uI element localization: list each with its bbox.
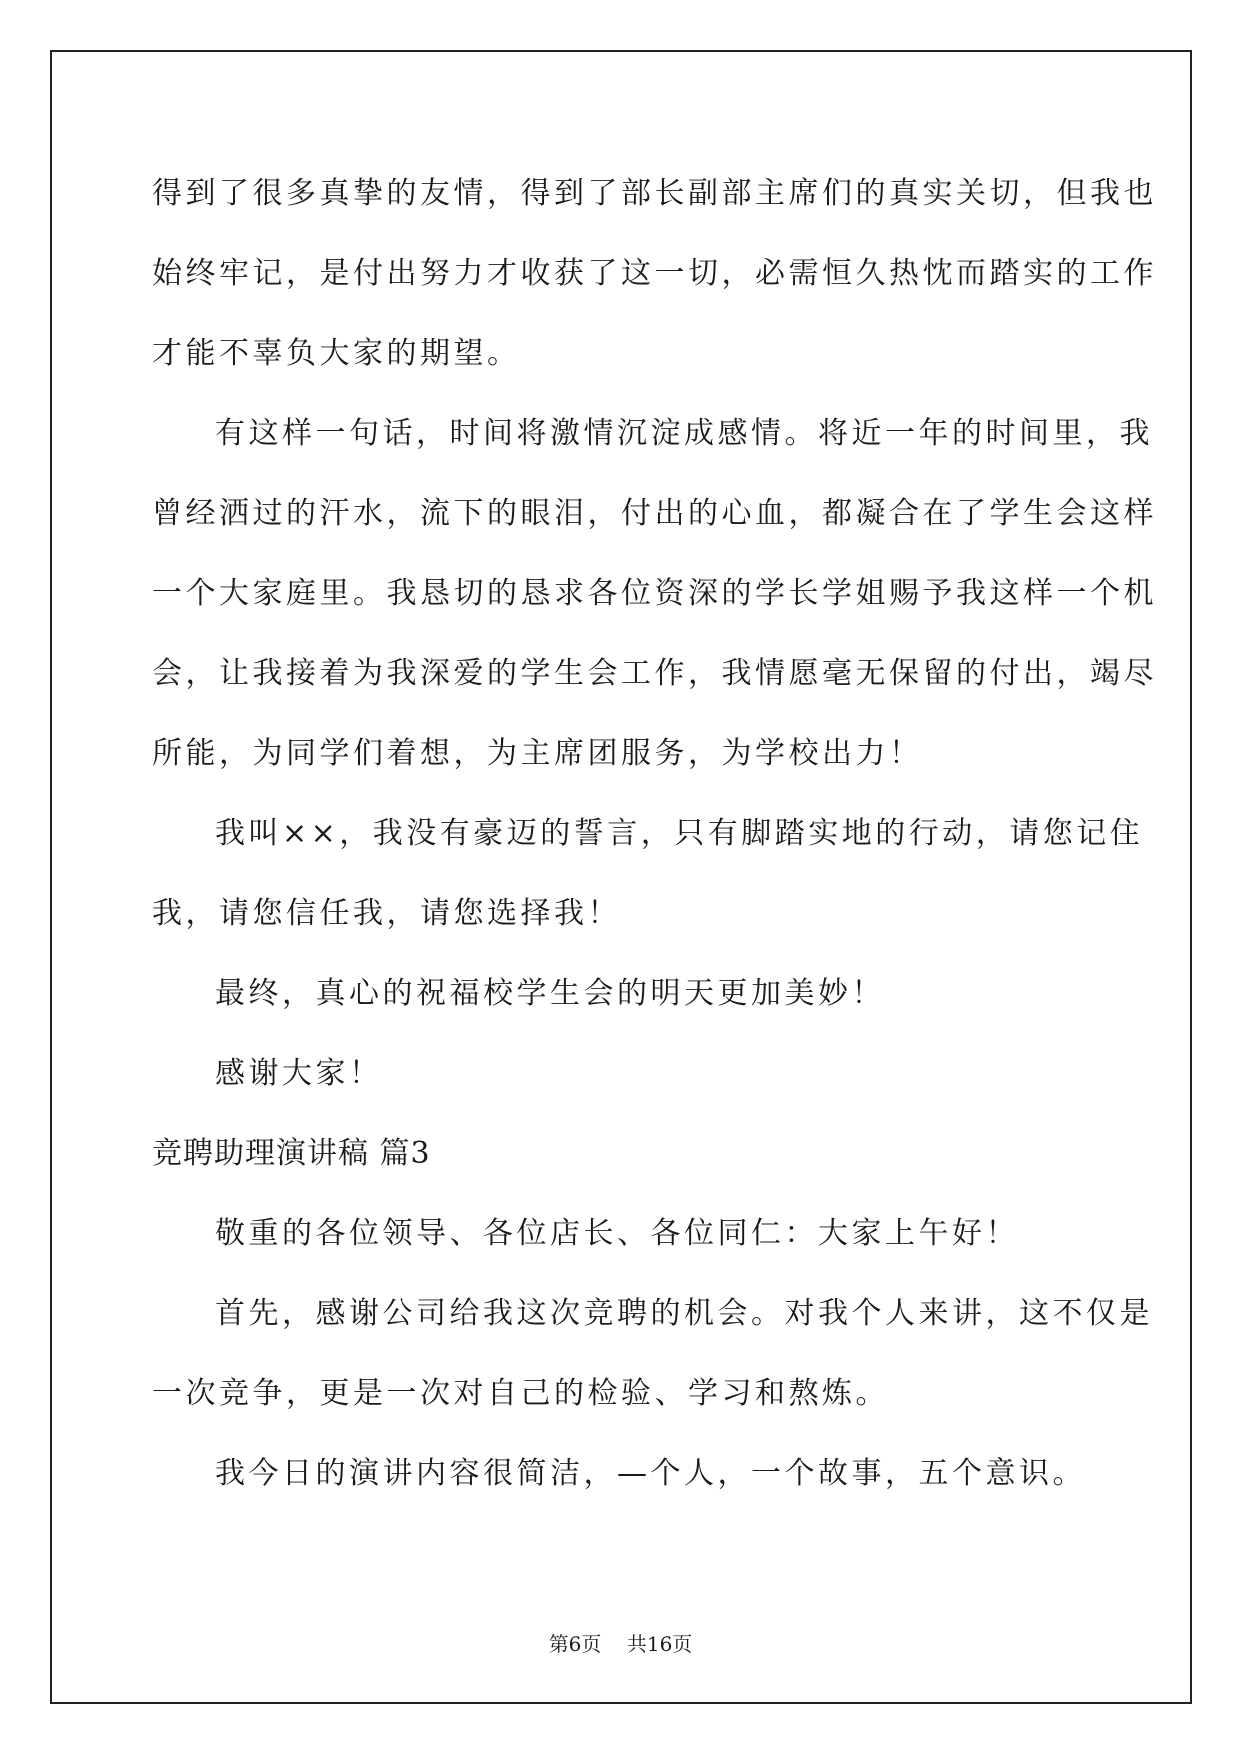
paragraph-line: 会，让我接着为我深爱的学生会工作，我情愿毫无保留的付出，竭尽	[152, 656, 1157, 691]
paragraph-line: 感谢大家！	[215, 1056, 383, 1091]
paragraph-line: 才能不辜负大家的期望。	[152, 336, 521, 371]
paragraph-line: 首先，感谢公司给我这次竞聘的机会。对我个人来讲，这不仅是	[215, 1296, 1153, 1331]
paragraph-line: 我今日的演讲内容很简洁，—个人，一个故事，五个意识。	[215, 1456, 1086, 1491]
paragraph-line: 一个大家庭里。我恳切的恳求各位资深的学长学姐赐予我这样一个机	[152, 576, 1157, 611]
paragraph-line: 我叫××，我没有豪迈的誓言，只有脚踏实地的行动，请您记住	[215, 816, 1144, 851]
paragraph-line: 曾经洒过的汗水，流下的眼泪，付出的心血，都凝合在了学生会这样	[152, 496, 1157, 531]
paragraph-line: 始终牢记，是付出努力才收获了这一切，必需恒久热忱而踏实的工作	[152, 256, 1157, 291]
page-number-footer: 第6页 共16页	[548, 1632, 693, 1656]
paragraph-line: 所能，为同学们着想，为主席团服务，为学校出力！	[152, 736, 923, 771]
paragraph-line: 一次竞争，更是一次对自己的检验、学习和熬炼。	[152, 1376, 889, 1411]
paragraph-line: 有这样一句话，时间将激情沉淀成感情。将近一年的时间里，我	[215, 416, 1153, 451]
paragraph-line: 我，请您信任我，请您选择我！	[152, 896, 621, 931]
paragraph-line: 最终，真心的祝福校学生会的明天更加美妙！	[215, 976, 885, 1011]
section-heading: 竞聘助理演讲稿 篇3	[152, 1136, 431, 1171]
paragraph-line: 敬重的各位领导、各位店长、各位同仁：大家上午好！	[215, 1216, 1019, 1251]
document-body	[152, 166, 1157, 1526]
paragraph-line: 得到了很多真挚的友情，得到了部长副部主席们的真实关切，但我也	[152, 176, 1157, 211]
